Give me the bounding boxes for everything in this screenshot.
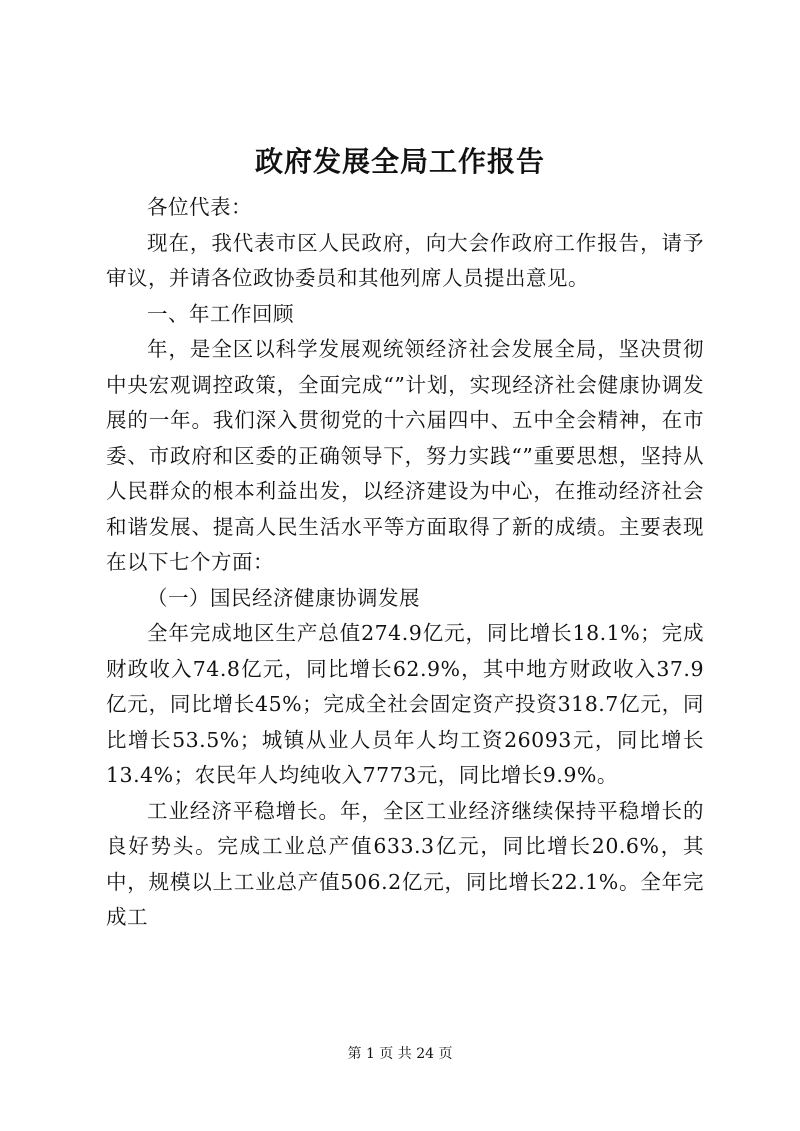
salutation-paragraph: 各位代表： <box>147 195 252 219</box>
opening-paragraph: 现在，我代表市区人民政府，向大会作政府工作报告，请予审议，并请各位政协委员和其他列席人员提出意见。 <box>106 230 704 290</box>
subsection-heading: （一）国民经济健康协调发展 <box>147 585 420 610</box>
section-heading: 一、年工作回顾 <box>147 301 294 326</box>
industry-paragraph: 工业经济平稳增长。年，全区工业经济继续保持平稳增长的良好势头。完成工业总产值633.3亿元，同比增长20.6%，其中，规模以上工业总产值506.2亿元，同比增长22.1%。全年完成工 <box>106 798 704 929</box>
economy-paragraph: 全年完成地区生产总值274.9亿元，同比增长18.1%；完成财政收入74.8亿元，同比增长62.9%，其中地方财政收入37.9亿元，同比增长45%；完成全社会固定资产投资318.7亿元，同比增长53.5%；城镇从业人员年人均工资26093元，同比增长13.4%；农民年人均纯收入7773元，同比增长9.9%。 <box>106 621 704 787</box>
document-title: 政府发展全局工作报告 <box>254 145 545 178</box>
document-body <box>106 190 704 936</box>
review-paragraph: 年，是全区以科学发展观统领经济社会发展全局，坚决贯彻中央宏观调控政策，全面完成“”计划，实现经济社会健康协调发展的一年。我们深入贯彻党的十六届四中、五中全会精神，在市委、市政府和区委的正确领导下，努力实践“”重要思想，坚持从人民群众的根本利益出发，以经济建设为中心，在推动经济社会和谐发展、提高人民生活水平等方面取得了新的成绩。主要表现在以下七个方面： <box>106 337 704 574</box>
page-number-footer: 第 1 页 共 24 页 <box>347 1046 453 1062</box>
